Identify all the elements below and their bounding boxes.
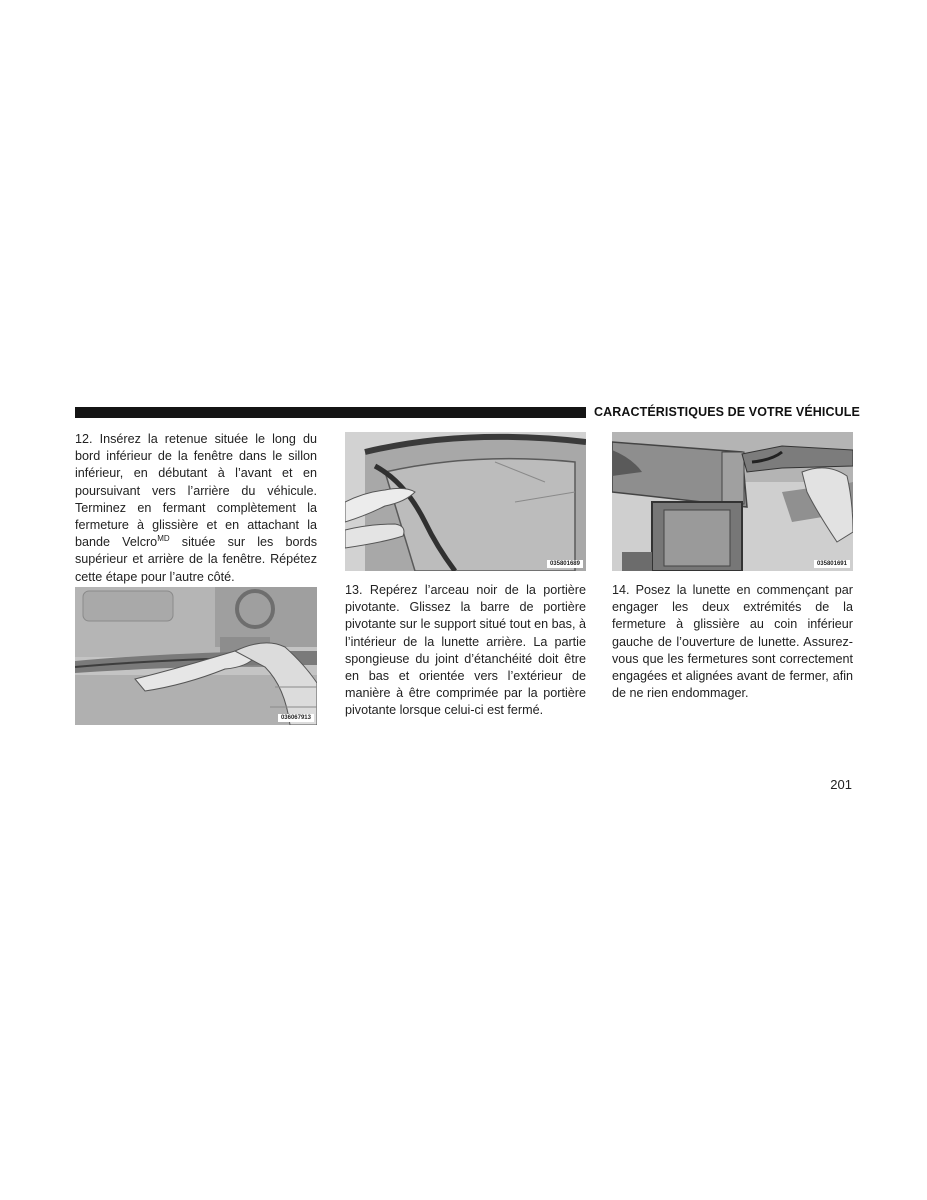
figure-code: 035801689: [547, 560, 583, 568]
window-retainer-illustration: [75, 587, 317, 725]
figure-code: 035801691: [814, 560, 850, 568]
figure-window-retainer: [75, 587, 317, 725]
step-14-text: 14. Posez la lunette en commençant par engager les deux extrémités de la fermeture à glissière au coin inférieur gauche de l’ouverture de lunette. Assurez-vous que les fermetures sont correctement engagées et alignées avant de fermer, afin de ne rien endommager.: [612, 583, 853, 701]
figure-code: 036067913: [278, 714, 314, 722]
figure-door-bar: [345, 432, 586, 571]
door-bar-illustration: [345, 432, 586, 571]
figure-zipper-engagement: [612, 432, 853, 571]
section-header-rule: [75, 407, 586, 418]
page-number: 201: [830, 777, 852, 792]
step-12-text-part2: située sur les bords supérieur et arrière de la fenêtre. Répétez cette étape pour l’autre côté.: [75, 535, 317, 584]
step-12-text-part1: 12. Insérez la retenue située le long du bord inférieur de la fenêtre dans le sillon inférieur, en débutant à l’avant et en poursuivant vers l’arrière du véhicule. Terminez en fermant complètement la fermeture à glissière et en attachant la bande Velcro: [75, 432, 317, 550]
section-title: CARACTÉRISTIQUES DE VOTRE VÉHICULE: [594, 405, 860, 419]
step-12-text: [75, 431, 317, 586]
step-13-text: 13. Repérez l’arceau noir de la portière pivotante. Glissez la barre de portière pivotante sur le support situé tout en bas, à l’intérieur de la lunette arrière. La partie spongieuse du joint d’étanchéité doit être en bas et orientée vers l’extérieur de manière à être comprimée par la portière pivotante lorsque celui-ci est fermé.: [345, 583, 586, 718]
zipper-engagement-illustration: [612, 432, 853, 571]
registered-mark: MD: [157, 534, 170, 544]
